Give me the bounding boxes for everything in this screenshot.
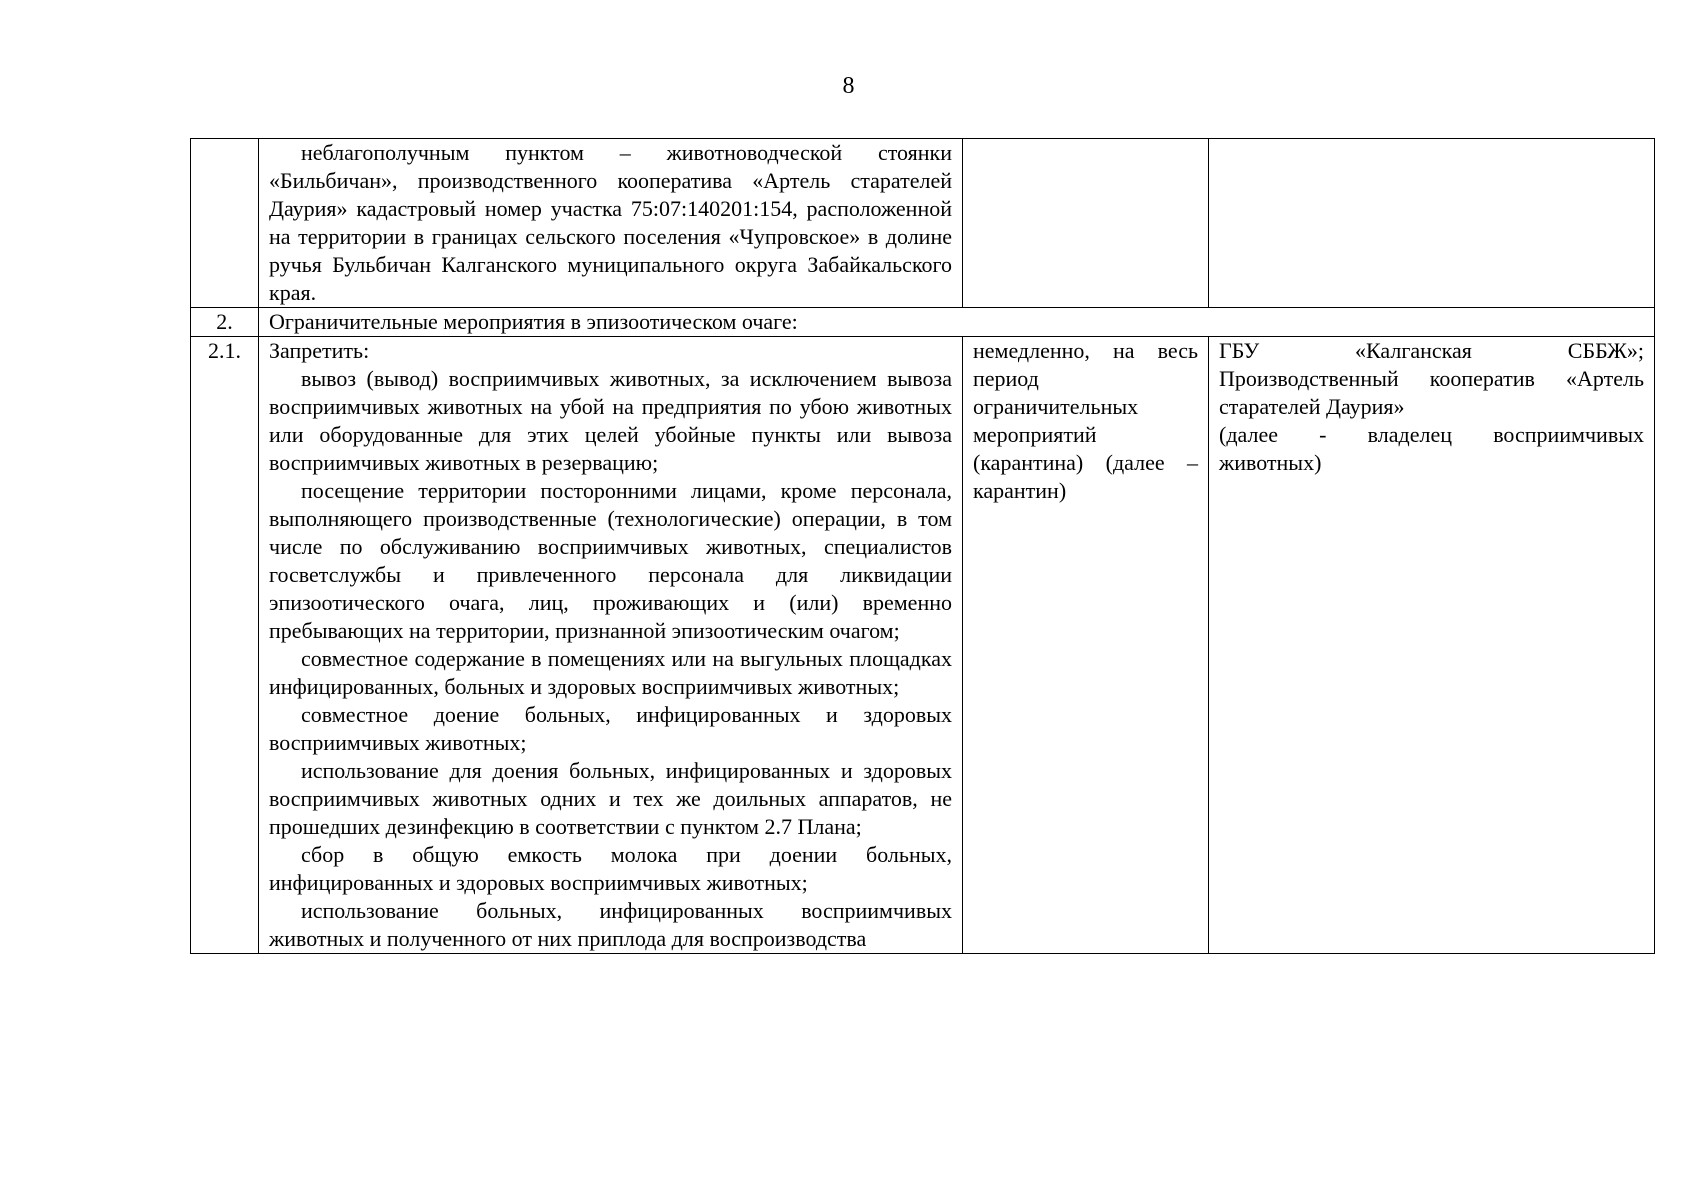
measure-item: совместное содержание в помещениях или на выгульных площадках инфицированных, больных и здоровых восприимчивых животных; xyxy=(269,646,952,699)
measures-intro: Запретить: xyxy=(269,338,370,363)
measures-cell xyxy=(259,337,963,954)
measure-item: сбор в общую емкость молока при доении больных, инфицированных и здоровых восприимчивых животных; xyxy=(269,842,952,895)
responsible-line: ГБУ «Калганская СББЖ»; xyxy=(1219,338,1644,363)
measure-item: совместное доение больных, инфицированных и здоровых восприимчивых животных; xyxy=(269,702,952,755)
row-number-cell: 2. xyxy=(191,308,259,337)
section-heading-cell: Ограничительные мероприятия в эпизоотическом очаге: xyxy=(259,308,1655,337)
table-row xyxy=(191,308,1655,337)
measure-item: вывоз (вывод) восприимчивых животных, за исключением вывоза восприимчивых животных на убой на предприятия по убою животных или оборудованные для этих целей убойные пункты или вывоза восприимчивых животных в резервацию; xyxy=(269,366,952,475)
table-row xyxy=(191,139,1655,308)
responsible-cell xyxy=(1209,139,1655,308)
responsible-line: Производственный кооператив «Артель старателей Даурия» xyxy=(1219,366,1644,419)
table-row xyxy=(191,337,1655,954)
row-number-cell: 2.1. xyxy=(191,337,259,954)
responsible-line: (далее - владелец восприимчивых животных) xyxy=(1219,422,1644,475)
row-number-cell xyxy=(191,139,259,308)
deadline-cell: немедленно, на весь период ограничительных мероприятий (карантина) (далее – карантин) xyxy=(963,337,1209,954)
measure-item: использование для доения больных, инфицированных и здоровых восприимчивых животных одних и тех же доильных аппаратов, не прошедших дезинфекцию в соответствии с пунктом 2.7 Плана; xyxy=(269,758,952,839)
measure-item: посещение территории посторонними лицами, кроме персонала, выполняющего производственные (технологические) операции, в том числе по обслуживанию восприимчивых животных, специалистов госветслужбы и привлеченного персонала для ликвидации эпизоотического очага, лиц, проживающих и (или) временно пребывающих на территории, признанной эпизоотическим очагом; xyxy=(269,478,952,643)
page-number: 8 xyxy=(842,73,855,99)
deadline-cell xyxy=(963,139,1209,308)
measures-cell: неблагополучным пунктом – животноводческой стоянки «Бильбичан», производственного кооператива «Артель старателей Даурия» кадастровый номер участка 75:07:140201:154, расположенной на территории в границах сельского поселения «Чупровское» в долине ручья Бульбичан Калганского муниципального округа Забайкальского края. xyxy=(259,139,963,308)
measures-table xyxy=(190,138,1655,954)
responsible-cell xyxy=(1209,337,1655,954)
measure-item: использование больных, инфицированных восприимчивых животных и полученного от них приплода для воспроизводства xyxy=(269,898,952,951)
